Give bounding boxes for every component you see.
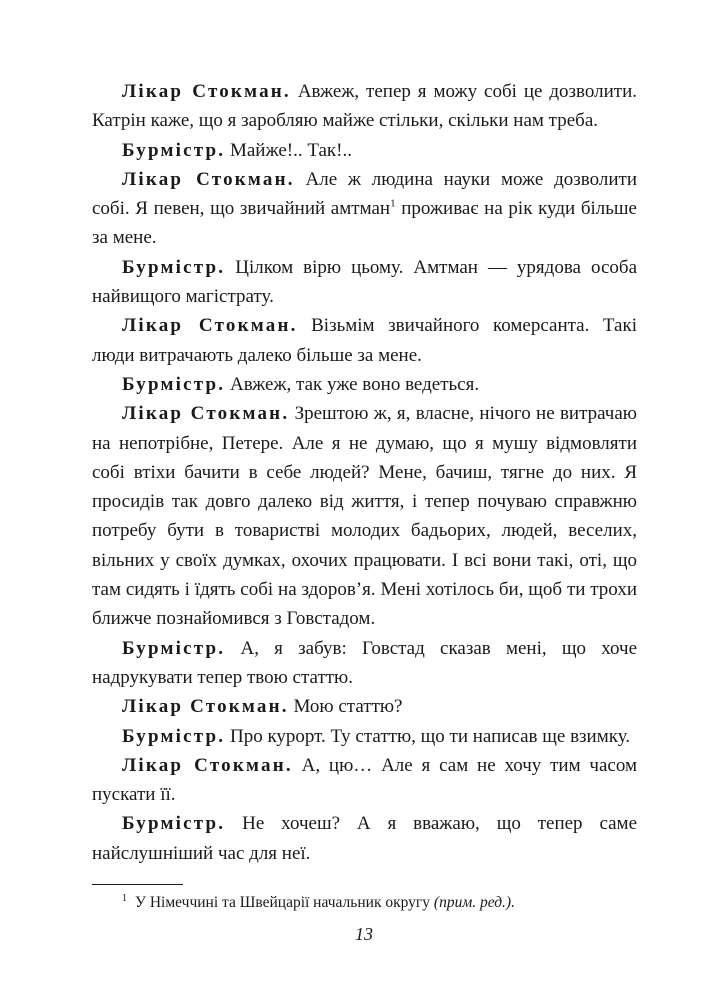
page-number: 13: [355, 924, 373, 944]
dialogue-line: [92, 751, 637, 810]
line-text: А, цю… Але я сам не хочу тим часом пускати її.: [92, 754, 637, 806]
dialogue-line: [92, 136, 637, 165]
main-text: [92, 77, 637, 868]
dialogue-line: [92, 77, 637, 136]
speaker-name: Лікар Стокман.: [122, 403, 290, 425]
speaker-name: Лікар Стокман.: [122, 81, 291, 102]
footnote-text: У Німеччині та Швейцарії начальник округу: [135, 894, 431, 911]
line-text: А, я забув: Говстад сказав мені, що хоче надрукувати тепер твою статтю.: [92, 637, 637, 688]
footnote: [122, 893, 622, 913]
speaker-name: Бурмістр.: [122, 725, 226, 747]
dialogue-line: [92, 692, 637, 721]
speaker-name: Бурмістр.: [122, 139, 226, 161]
line-text: Авжеж, тепер я можу собі це дозволити. Катрін каже, що я заробляю майже стільки, скільки нам треба.: [92, 81, 637, 132]
dialogue-line: [92, 722, 637, 751]
line-text: Про курорт. Ту статтю, що ти написав ще взимку.: [229, 725, 631, 747]
dialogue-line: [92, 399, 637, 633]
line-text: Цілком вірю цьому. Амтман — урядова особа найвищого магістрату.: [92, 256, 637, 308]
footnote-editor-note: (прим. ред.).: [433, 894, 515, 911]
dialogue-line: [92, 165, 637, 253]
line-text: Авжеж, так уже воно ведеться.: [229, 373, 480, 395]
speaker-name: Лікар Стокман.: [122, 315, 298, 337]
line-text: Зрештою ж, я, власне, нічого не витрачаю на непотрібне, Петере. Але я не думаю, що я мушу відмовляти собі втіхи бачити в себе людей? Мене, бачиш, тягне до них. Я просидів так довго далеко від життя, і тепер почуваю справжню потребу бути в товаристві молодих бадьорих, людей, веселих, вільних у своїх думках, охочих працювати. І всі вони такі, оті, що там сидять і їдять собі на здоров’я. Мені хотілось би, щоб ти трохи ближче познайомився з Говстадом.: [92, 403, 637, 630]
footnote-mark: 1: [122, 892, 127, 904]
speaker-name: Бурмістр.: [122, 637, 226, 659]
dialogue-line: [92, 253, 637, 312]
speaker-name: Бурмістр.: [122, 373, 226, 395]
line-text: Мою статтю?: [293, 696, 403, 718]
footnote-divider: [92, 884, 183, 885]
line-text-continued: проживає на рік куди більше за мене.: [92, 198, 637, 249]
speaker-name: Бурмістр.: [122, 256, 226, 278]
line-text: Але ж людина науки може дозволити собі. Я певен, що звичайний амтман: [92, 168, 637, 220]
dialogue-line: [92, 370, 637, 399]
speaker-name: Бурмістр.: [122, 813, 226, 835]
dialogue-line: [92, 311, 637, 370]
footnote-reference: 1: [390, 197, 396, 210]
line-text: Не хочеш? А я вважаю, що тепер саме найслушніший час для неї.: [92, 813, 638, 864]
dialogue-line: [92, 634, 637, 693]
line-text: Майже!.. Так!..: [229, 139, 352, 161]
dialogue-line: [92, 809, 637, 868]
line-text: Візьмім звичайного комерсанта. Такі люди витрачають далеко більше за мене.: [92, 315, 637, 366]
speaker-name: Лікар Стокман.: [122, 754, 293, 776]
speaker-name: Лікар Стокман.: [122, 696, 289, 718]
speaker-name: Лікар Стокман.: [122, 168, 295, 190]
